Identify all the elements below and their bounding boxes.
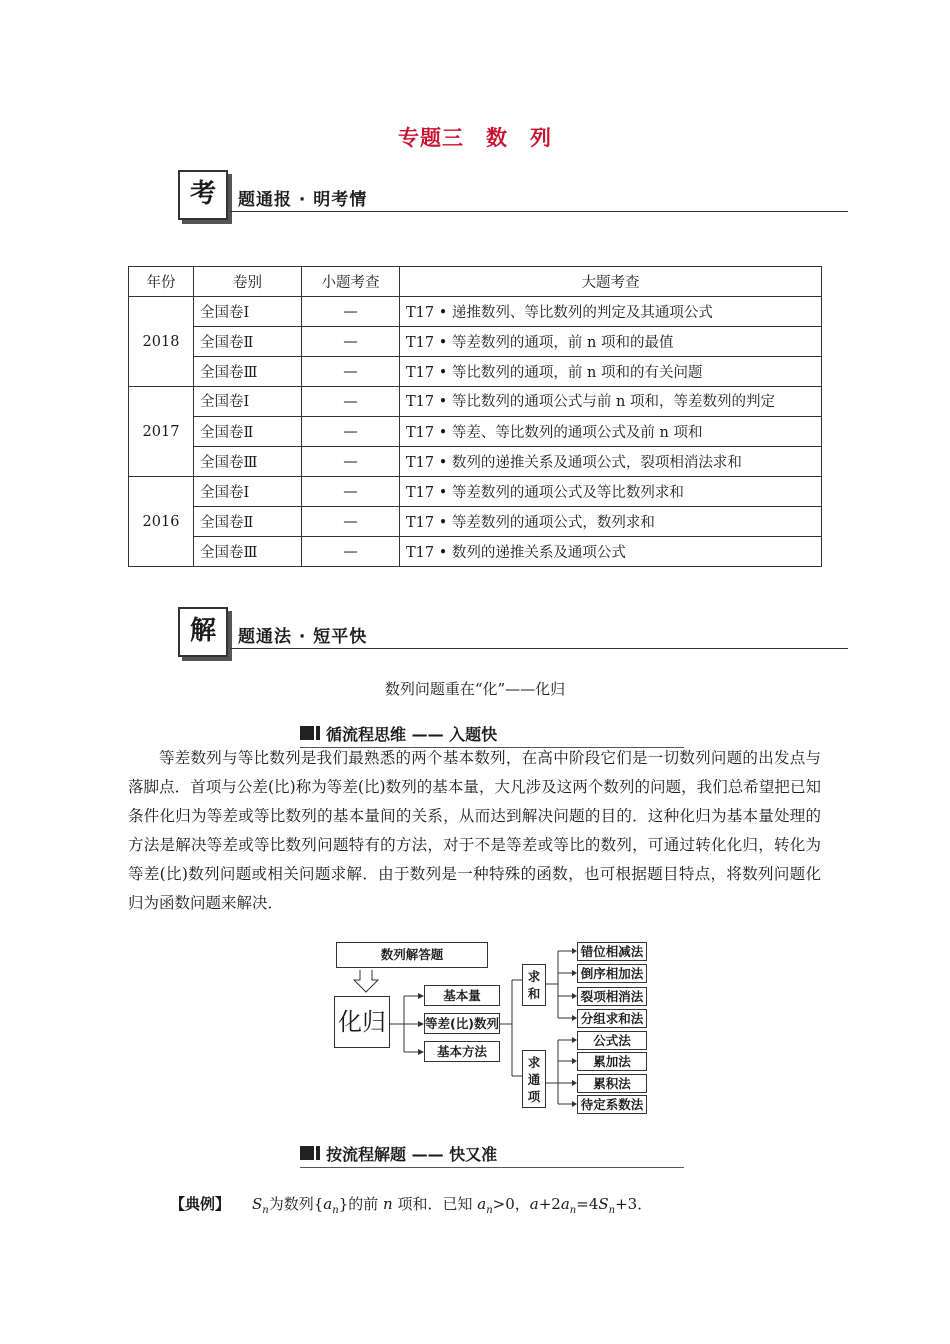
table-row <box>129 417 822 447</box>
year-cell: 2016 <box>129 477 194 567</box>
table-row <box>129 447 822 477</box>
example-text: +2 <box>538 1195 561 1213</box>
example-text: }的前 <box>338 1195 384 1213</box>
flow-sum-box: 求和 <box>522 964 546 1006</box>
paper-cell: 全国卷Ⅰ <box>194 387 302 417</box>
small-cell: — <box>302 507 400 537</box>
header-paper: 卷别 <box>194 267 302 297</box>
year-cell: 2017 <box>129 387 194 477</box>
table-row <box>129 477 822 507</box>
small-cell: — <box>302 297 400 327</box>
flow-middle-box: 等差(比)数列 <box>424 1013 500 1034</box>
page-title: 专题三 数 列 <box>398 126 552 150</box>
big-cell: T17 • 等比数列的通项公式与前 n 项和，等差数列的判定 <box>400 387 822 417</box>
banner-rule <box>230 648 848 649</box>
body-paragraph: 等差数列与等比数列是我们最熟悉的两个基本数列，在高中阶段它们是一切数列问题的出发点与落脚点．首项与公差(比)称为等差(比)数列的基本量，大凡涉及这两个数列的问题，我们总希望把已知条件化归为等差或等比数列的基本量间的关系，从而达到解决问题的目的．这种化归为基本量处理的方法是解决等差或等比数列问题特有的方法，对于不是等差或等比的数列，可通过转化化归，转化为等差(比)数列问题或相关问题求解．由于数列是一种特殊的函数，也可根据题目特点，将数列问题化归为函数问题来解决． <box>128 749 821 912</box>
flow-sum-method-box: 裂项相消法 <box>577 987 647 1006</box>
paper-cell: 全国卷Ⅲ <box>194 447 302 477</box>
big-cell: T17 • 等差、等比数列的通项公式及前 n 项和 <box>400 417 822 447</box>
flow-term-method-box: 累积法 <box>577 1074 647 1093</box>
flowchart <box>330 940 650 1120</box>
table-row <box>129 357 822 387</box>
section-heading-text: 按流程解题 —— 快又准 <box>326 1145 498 1164</box>
section-heading-solve <box>300 1142 684 1168</box>
section-marker-bar-icon <box>316 1146 320 1160</box>
flow-middle-box: 基本方法 <box>424 1041 500 1062</box>
small-cell: — <box>302 447 400 477</box>
section-subtitle: 数列问题重在“化”——化归 <box>384 680 566 698</box>
small-cell: — <box>302 537 400 567</box>
example-text: 项和．已知 <box>392 1195 478 1213</box>
section-marker-bar-icon <box>316 726 320 740</box>
big-cell: T17 • 等比数列的通项，前 n 项和的有关问题 <box>400 357 822 387</box>
example-text: =4 <box>576 1195 599 1213</box>
paper-cell: 全国卷Ⅲ <box>194 537 302 567</box>
banner-text: 题通报 · 明考情 <box>238 190 368 210</box>
header-small: 小题考查 <box>302 267 400 297</box>
section-marker-icon <box>300 1146 314 1160</box>
paper-cell: 全国卷Ⅱ <box>194 507 302 537</box>
banner-exam-overview <box>178 170 848 220</box>
table-row <box>129 537 822 567</box>
section-rule <box>300 1167 684 1168</box>
flow-top-box: 数列解答题 <box>336 942 488 968</box>
banner-rule <box>230 211 848 212</box>
small-cell: — <box>302 327 400 357</box>
big-cell: T17 • 等差数列的通项公式，数列求和 <box>400 507 822 537</box>
flow-center-box: 化归 <box>334 996 390 1048</box>
paper-cell: 全国卷Ⅰ <box>194 297 302 327</box>
big-cell: T17 • 递推数列、等比数列的判定及其通项公式 <box>400 297 822 327</box>
big-cell: T17 • 数列的递推关系及通项公式，裂项相消法求和 <box>400 447 822 477</box>
big-cell: T17 • 等差数列的通项，前 n 项和的最值 <box>400 327 822 357</box>
flow-sum-method-box: 倒序相加法 <box>577 964 647 983</box>
example-problem: 【典例】 $S_n$为数列$\{a_n\}$的前 n 项和．已知 $a_n>0$，$a+2a_n=4S_n+3$． <box>170 1195 653 1216</box>
flow-middle-box: 基本量 <box>424 985 500 1006</box>
table-row <box>129 507 822 537</box>
example-text: +3． <box>615 1195 653 1213</box>
flow-sum-method-box: 分组求和法 <box>577 1009 647 1028</box>
example-text: 为数列{ <box>268 1195 324 1213</box>
flow-sum-method-box: 错位相减法 <box>577 942 647 961</box>
banner-badge: 考 <box>178 170 228 220</box>
paper-cell: 全国卷Ⅱ <box>194 417 302 447</box>
table-row <box>129 387 822 417</box>
flow-term-method-box: 公式法 <box>577 1031 647 1050</box>
exam-table <box>128 266 822 567</box>
small-cell: — <box>302 357 400 387</box>
flow-term-method-box: 待定系数法 <box>577 1095 647 1114</box>
flow-term-method-box: 累加法 <box>577 1052 647 1071</box>
banner-text: 题通法 · 短平快 <box>238 627 368 647</box>
table-row <box>129 327 822 357</box>
big-cell: T17 • 数列的递推关系及通项公式 <box>400 537 822 567</box>
section-heading-text: 循流程思维 —— 入题快 <box>326 725 498 744</box>
example-label: 【典例】 <box>170 1195 231 1213</box>
section-marker-icon <box>300 726 314 740</box>
paper-cell: 全国卷Ⅱ <box>194 327 302 357</box>
header-year: 年份 <box>129 267 194 297</box>
paper-cell: 全国卷Ⅰ <box>194 477 302 507</box>
year-cell: 2018 <box>129 297 194 387</box>
table-header-row <box>129 267 822 297</box>
small-cell: — <box>302 387 400 417</box>
big-cell: T17 • 等差数列的通项公式及等比数列求和 <box>400 477 822 507</box>
table-row <box>129 297 822 327</box>
small-cell: — <box>302 417 400 447</box>
flow-term-box: 求通项 <box>522 1050 546 1108</box>
banner-badge: 解 <box>178 607 228 657</box>
header-big: 大题考查 <box>400 267 822 297</box>
example-text: >0， <box>492 1195 530 1213</box>
banner-solution-method <box>178 607 848 657</box>
paper-cell: 全国卷Ⅲ <box>194 357 302 387</box>
small-cell: — <box>302 477 400 507</box>
